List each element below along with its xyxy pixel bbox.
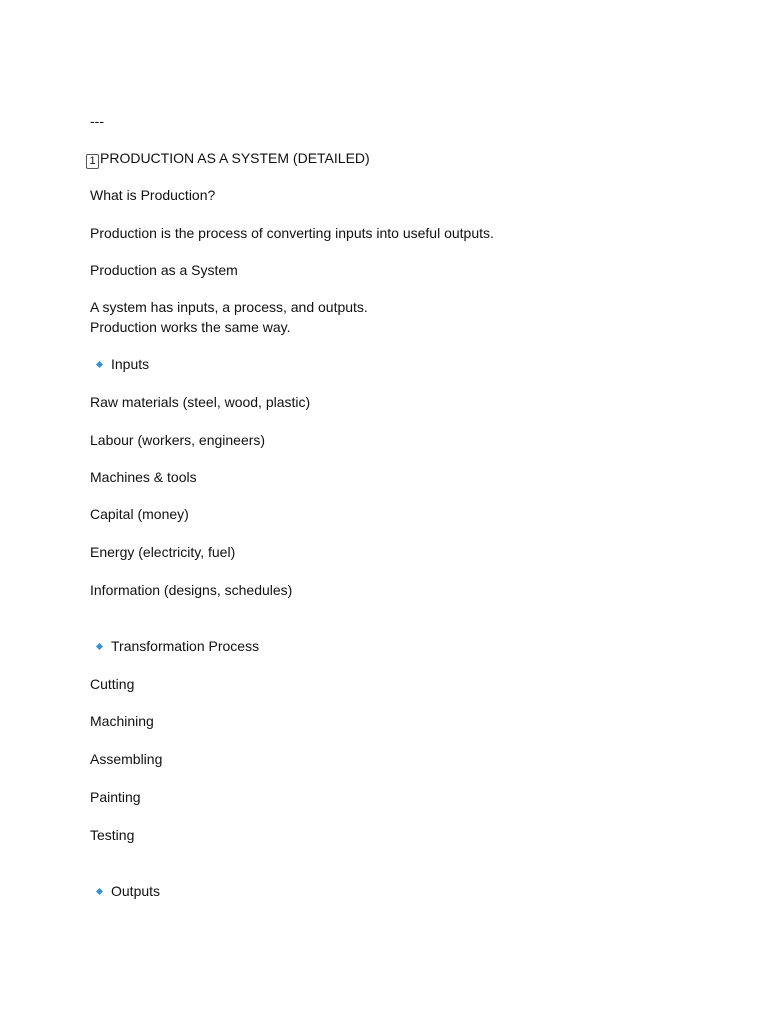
small-blue-diamond-icon <box>96 643 103 650</box>
paragraph-line: A system has inputs, a process, and outputs. <box>90 299 368 315</box>
section-heading <box>86 148 370 169</box>
transformation-label <box>90 636 259 656</box>
list-item: Testing <box>90 827 135 843</box>
list-item: Painting <box>90 789 141 805</box>
list-item: Capital (money) <box>90 506 189 522</box>
outputs-label-text: Outputs <box>111 883 161 899</box>
inputs-label <box>90 354 149 374</box>
outputs-label <box>90 881 160 901</box>
paragraph-line: Production works the same way. <box>90 319 291 335</box>
list-item: Information (designs, schedules) <box>90 582 293 598</box>
horizontal-rule-text: --- <box>90 113 104 129</box>
list-item: Energy (electricity, fuel) <box>90 544 236 560</box>
section-heading-text: PRODUCTION AS A SYSTEM (DETAILED) <box>100 150 370 166</box>
inputs-label-text: Inputs <box>111 356 150 372</box>
subheading-text: Production as a System <box>90 262 238 278</box>
transformation-label-text: Transformation Process <box>111 638 260 654</box>
list-item: Labour (workers, engineers) <box>90 432 266 448</box>
definition-text: Production is the process of converting inputs into useful outputs. <box>90 225 494 241</box>
small-blue-diamond-icon <box>96 361 103 368</box>
keycap-digit-one-icon: 1 <box>86 154 99 169</box>
list-item: Raw materials (steel, wood, plastic) <box>90 394 311 410</box>
list-item: Cutting <box>90 676 135 692</box>
list-item: Machines & tools <box>90 469 197 485</box>
question-text: What is Production? <box>90 187 216 203</box>
list-item: Assembling <box>90 751 163 767</box>
list-item: Machining <box>90 713 154 729</box>
small-blue-diamond-icon <box>96 888 103 895</box>
